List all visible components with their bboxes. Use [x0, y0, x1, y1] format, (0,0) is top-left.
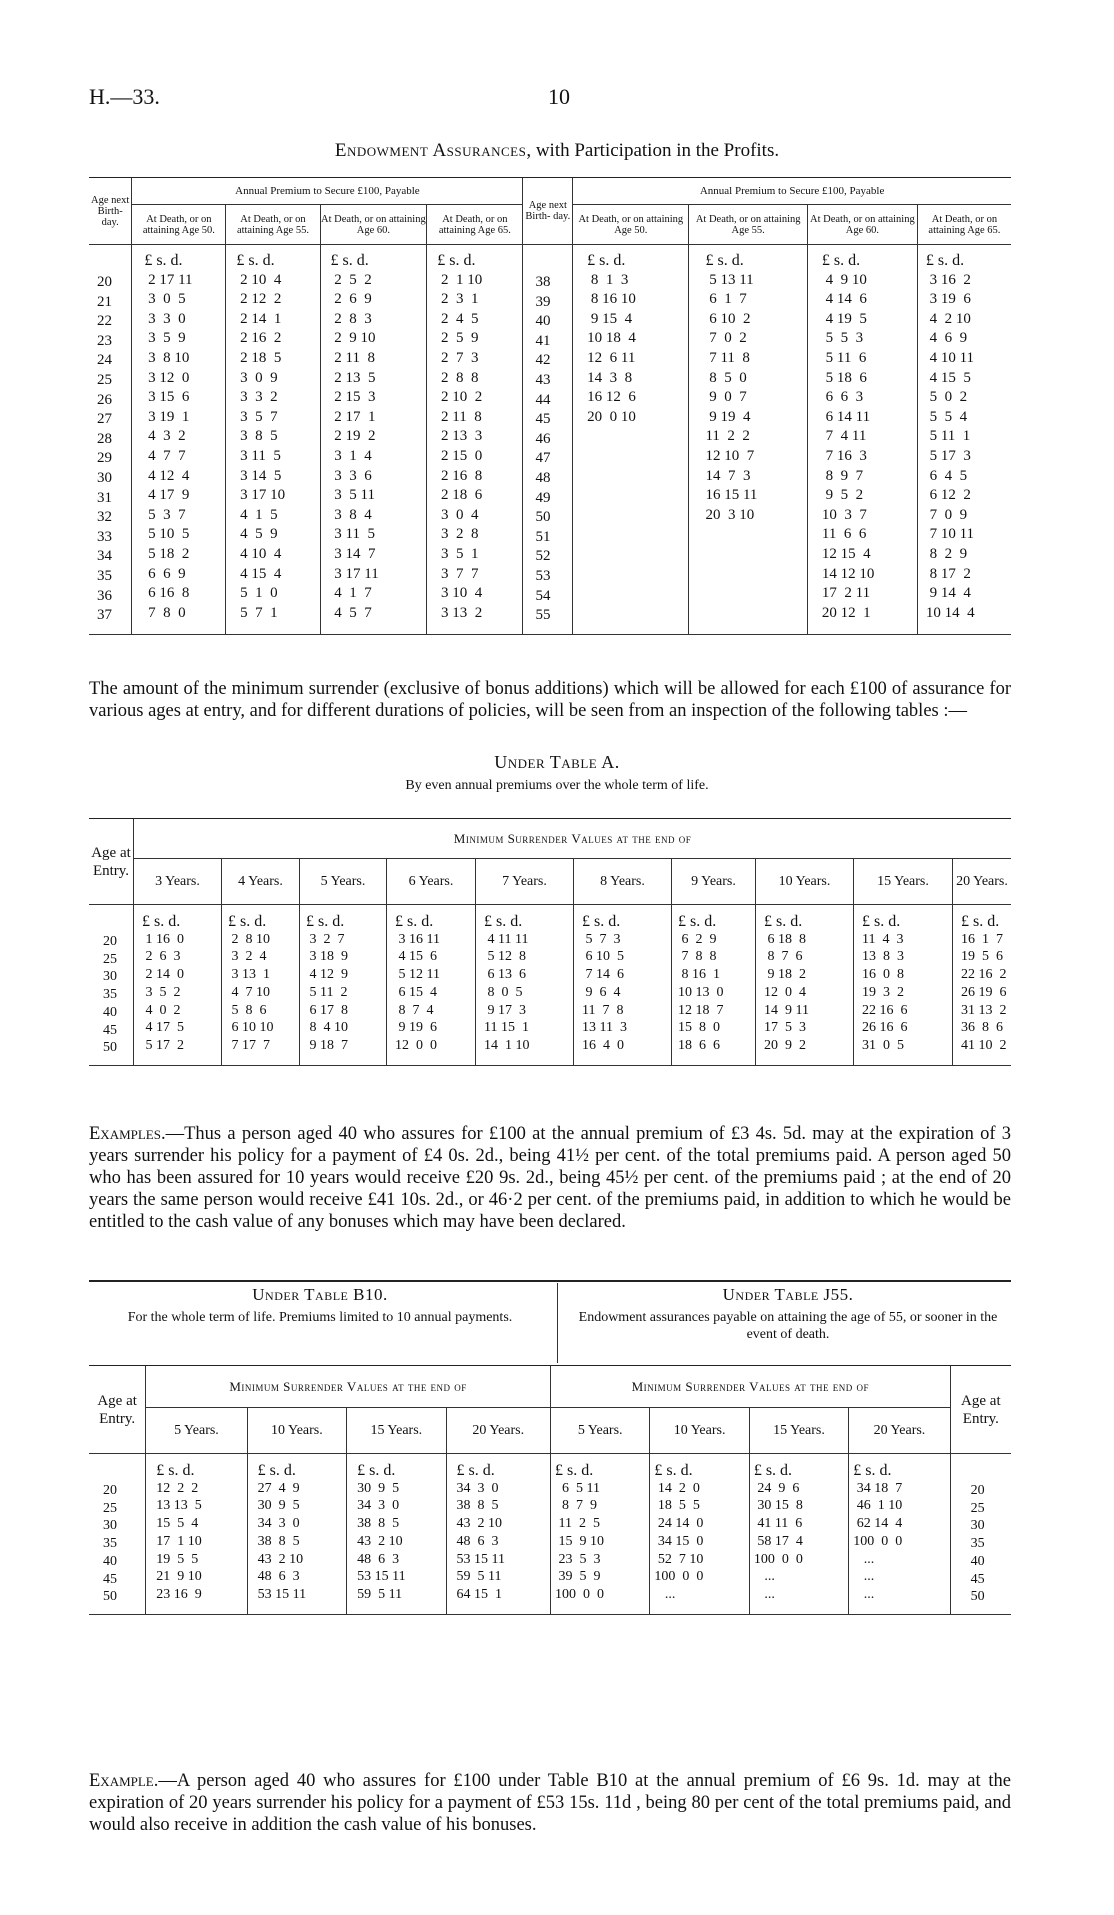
lsd-label: £ s. d.	[228, 913, 267, 930]
age-column-right: 20 25 30 35 40 45 50	[950, 1454, 1011, 1615]
lsd-label: £ s. d.	[554, 1462, 594, 1479]
table-j55-title: Under Table J55.	[722, 1285, 854, 1304]
col-header: At Death, or on attaining Age 50.	[132, 205, 226, 245]
ages-left: 20 21 22 23 24 25 26 27 28 29 30 31 32 33 34 35 36 37	[89, 245, 132, 635]
examples-paragraph	[89, 1123, 1011, 1233]
col-header: At Death, or on attaining Age 65.	[917, 205, 1011, 245]
age-header-right: Age at Entry.	[950, 1366, 1011, 1454]
lsd-label: £ s. d.	[142, 913, 181, 930]
lsd-label: £ s. d.	[484, 913, 523, 930]
col-header: 15 Years.	[854, 859, 953, 905]
col-header: At Death, or on attaining Age 55.	[689, 205, 807, 245]
col-header: 7 Years.	[476, 859, 574, 905]
col-header: At Death, or on attaining Age 60.	[807, 205, 917, 245]
age-header-left: Age next Birth- day.	[89, 178, 132, 245]
value-column: 27 4 9 30 9 5 34 3 0 38 8 5 43 2 10 48 6 3 53 15 11	[257, 1480, 307, 1602]
table-j55-subtitle: Endowment assurances payable on attaining the age of 55, or sooner in the event of death.	[578, 1310, 998, 1342]
super-header-left: Annual Premium to Secure £100, Payable	[132, 178, 523, 205]
col-header: At Death, or on attaining Age 50.	[573, 205, 689, 245]
lsd-label: £ s. d.	[925, 252, 965, 269]
table-j55-heading	[565, 1285, 1011, 1343]
col-header: 20 Years.	[953, 859, 1012, 905]
value-column: 3 2 7 3 18 9 4 12 9 5 11 2 6 17 8 8 4 10 9 18 7	[309, 931, 348, 1053]
value-column: 12 2 2 13 13 5 15 5 4 17 1 10 19 5 5 21 9 10 23 16 9	[156, 1480, 202, 1602]
lsd-label: £ s. d.	[821, 252, 861, 269]
col-header: 10 Years.	[247, 1408, 346, 1454]
premium-column: 2 5 2 2 6 9 2 8 3 2 9 10 2 11 8 2 13 5 2 15 3 2 17 1 2 19 2 3 1 4 3 3 6 3 5 11 3 8 4 3 11 5 3 14 7 3 17 11 4 1 7 4 5 7	[334, 271, 379, 621]
age-column: 20 25 30 35 40 45 50	[89, 905, 134, 1066]
value-column: 24 9 6 30 15 8 41 11 6 58 17 4 100 0 0 ... ...	[753, 1480, 803, 1602]
example-paragraph	[89, 1770, 1011, 1836]
col-header: 5 Years.	[146, 1408, 247, 1454]
lsd-label: £ s. d.	[144, 252, 183, 269]
lsd-label: £ s. d.	[395, 913, 434, 930]
lsd-label: £ s. d.	[853, 1462, 892, 1479]
super-header-right: Minimum Surrender Values at the end of	[550, 1366, 950, 1408]
premium-column: 4 9 10 4 14 6 4 19 5 5 5 3 5 11 6 5 18 6 6 6 3 6 14 11 7 4 11 7 16 3 8 9 7 9 5 2 10 3 7 11 6 6 12 15 4 14 12 10 17 2 11 20 12 1	[821, 271, 875, 621]
table-a-title: Under Table A.	[494, 752, 620, 772]
example-label: Example.	[89, 1771, 159, 1791]
value-column: 34 3 0 38 8 5 43 2 10 48 6 3 53 15 11 59 5 11 64 15 1	[456, 1480, 505, 1602]
lsd-label: £ s. d.	[437, 252, 476, 269]
premium-column: 2 1 10 2 3 1 2 4 5 2 5 9 2 7 3 2 8 8 2 10 2 2 11 8 2 13 3 2 15 0 2 16 8 2 18 6 3 0 4 3 2 8 3 5 1 3 7 7 3 10 4 3 13 2	[441, 271, 483, 621]
lsd-label: £ s. d.	[587, 252, 626, 269]
premium-table	[89, 177, 1011, 635]
lsd-label: £ s. d.	[654, 1462, 693, 1479]
premium-column: 2 17 11 3 0 5 3 3 0 3 5 9 3 8 10 3 12 0 3 15 6 3 19 1 4 3 2 4 7 7 4 12 4 4 17 9 5 3 7 5 10 5 5 18 2 6 6 9 6 16 8 7 8 0	[148, 271, 193, 621]
value-column: 1 16 0 2 6 3 2 14 0 3 5 2 4 0 2 4 17 5 5 17 2	[145, 931, 184, 1053]
col-header: 4 Years.	[222, 859, 300, 905]
lsd-label: £ s. d.	[257, 1462, 296, 1479]
col-header: 8 Years.	[574, 859, 672, 905]
value-column: 30 9 5 34 3 0 38 8 5 43 2 10 48 6 3 53 15 11 59 5 11	[357, 1480, 406, 1602]
col-header: 15 Years.	[347, 1408, 446, 1454]
col-header: 20 Years.	[446, 1408, 550, 1454]
value-column: 14 2 0 18 5 5 24 14 0 34 15 0 52 7 10 100 0 0 ...	[654, 1480, 704, 1602]
value-column: 11 4 3 13 8 3 16 0 8 19 3 2 22 16 6 26 16 6 31 0 5	[862, 931, 908, 1053]
value-column: 6 5 11 8 7 9 11 2 5 15 9 10 23 5 3 39 5 9 100 0 0	[554, 1480, 604, 1602]
col-header: 20 Years.	[849, 1408, 950, 1454]
premium-column: 3 16 2 3 19 6 4 2 10 4 6 9 4 10 11 4 15 5 5 0 2 5 5 4 5 11 1 5 17 3 6 4 5 6 12 2 7 0 9 7 10 11 8 2 9 8 17 2 9 14 4 10 14 4	[925, 271, 975, 621]
lsd-label: £ s. d.	[961, 913, 1000, 930]
col-header: 5 Years.	[300, 859, 387, 905]
examples-text: —Thus a person aged 40 who assures for £100 at the annual premium of £3 4s. 5d. may at the expiration of 3 years surrender his policy for a payment of £4 0s. 2d., being 41½ per cent. of the total premiums paid. A person aged 50 who has been assured for 10 years would receive £20 9s. 2d., being 45½ per cent. of the premiums paid ; at the end of 20 years the same person would receive £41 10s. 2d., or 46·2 per cent. of the premiums paid, in addition to which he would be entitled to the cash value of any bonuses which may have been declared.	[89, 1124, 1011, 1232]
age-column-left: 20 25 30 35 40 45 50	[89, 1454, 146, 1615]
value-column: 3 16 11 4 15 6 5 12 11 6 15 4 8 7 4 9 19 6 12 0 0	[395, 931, 440, 1053]
table-b10-subtitle: For the whole term of life. Premiums limited to 10 annual payments.	[127, 1310, 513, 1325]
document-code: H.—33.	[89, 84, 160, 109]
premium-column: 5 13 11 6 1 7 6 10 2 7 0 2 7 11 8 8 5 0 9 0 7 9 19 4 11 2 2 12 10 7 14 7 3 16 15 11 20 3 10	[705, 271, 758, 523]
table-b10-heading	[89, 1285, 551, 1326]
lsd-label: £ s. d.	[306, 913, 345, 930]
lsd-label: £ s. d.	[456, 1462, 495, 1479]
col-header: 3 Years.	[134, 859, 222, 905]
value-column: 2 8 10 3 2 4 3 13 1 4 7 10 5 8 6 6 10 10 7 17 7	[231, 931, 274, 1053]
lsd-label: £ s. d.	[678, 913, 717, 930]
surrender-table-b10-j55	[89, 1365, 1011, 1615]
value-column: 6 18 8 8 7 6 9 18 2 12 0 4 14 9 11 17 5 3 20 9 2	[764, 931, 809, 1053]
example-text: —A person aged 40 who assures for £100 under Table B10 at the annual premium of £6 9s. 1d. may at the expiration of 20 years surrender his policy for a payment of £53 15s. 11d , being 80 per cent of the total premiums paid, and would also receive in addition the cash value of his bonuses.	[89, 1771, 1011, 1835]
lsd-label: £ s. d.	[582, 913, 621, 930]
lsd-label: £ s. d.	[357, 1462, 396, 1479]
col-header: 10 Years.	[650, 1408, 749, 1454]
super-header: Minimum Surrender Values at the end of	[134, 819, 1012, 859]
lsd-label: £ s. d.	[753, 1462, 793, 1479]
lsd-label: £ s. d.	[156, 1462, 195, 1479]
examples-label: Examples.	[89, 1124, 166, 1144]
col-header: 10 Years.	[756, 859, 854, 905]
age-header: Age at Entry.	[89, 819, 134, 905]
page-number: 10	[548, 84, 570, 109]
table-b10-title: Under Table B10.	[252, 1285, 388, 1304]
col-header: 5 Years.	[550, 1408, 649, 1454]
lsd-label: £ s. d.	[236, 252, 275, 269]
lsd-label: £ s. d.	[862, 913, 901, 930]
col-header: 15 Years.	[749, 1408, 848, 1454]
lsd-label: £ s. d.	[764, 913, 803, 930]
col-header: At Death, or on attaining Age 60.	[320, 205, 427, 245]
surrender-table-a	[89, 818, 1011, 1066]
premium-column: 8 1 3 8 16 10 9 15 4 10 18 4 12 6 11 14 3 8 16 12 6 20 0 10	[587, 271, 636, 425]
table-a-subtitle: By even annual premiums over the whole term of life.	[405, 778, 709, 793]
intro-paragraph: The amount of the minimum surrender (exclusive of bonus additions) which will be allowed for each £100 of assurance for various ages at entry, and for different durations of policies, will be seen from an inspection of the following tables :—	[89, 679, 1011, 721]
super-header-left: Minimum Surrender Values at the end of	[146, 1366, 551, 1408]
col-header: At Death, or on attaining Age 55.	[226, 205, 320, 245]
col-header: 9 Years.	[672, 859, 756, 905]
lsd-label: £ s. d.	[705, 252, 744, 269]
title-main: Endowment Assurances	[334, 140, 527, 161]
col-header: At Death, or on attaining Age 65.	[427, 205, 523, 245]
value-column: 6 2 9 7 8 8 8 16 1 10 13 0 12 18 7 15 8 0 18 6 6	[678, 931, 724, 1053]
value-column: 16 1 7 19 5 6 22 16 2 26 19 6 31 13 2 36 8 6 41 10 2	[961, 931, 1007, 1053]
lsd-label: £ s. d.	[330, 252, 369, 269]
page-title	[0, 140, 1114, 162]
ages-right: 38 39 40 41 42 43 44 45 46 47 48 49 50 51 52 53 54 55	[523, 245, 573, 635]
value-column: 5 7 3 6 10 5 7 14 6 9 6 4 11 7 8 13 11 3 16 4 0	[582, 931, 627, 1053]
value-column: 4 11 11 5 12 8 6 13 6 8 0 5 9 17 3 11 15 1 14 1 10	[484, 931, 530, 1053]
premium-column: 2 10 4 2 12 2 2 14 1 2 16 2 2 18 5 3 0 9 3 3 2 3 5 7 3 8 5 3 11 5 3 14 5 3 17 10 4 1 5 4 5 9 4 10 4 4 15 4 5 1 0 5 7 1	[240, 271, 286, 621]
age-header-left: Age at Entry.	[89, 1366, 146, 1454]
super-header-right: Annual Premium to Secure £100, Payable	[573, 178, 1011, 205]
title-rest: , with Participation in the Profits.	[526, 140, 780, 161]
age-header-right: Age next Birth- day.	[523, 178, 573, 245]
value-column: 34 18 7 46 1 10 62 14 4 100 0 0 ... ... ...	[853, 1480, 903, 1602]
col-header: 6 Years.	[387, 859, 476, 905]
